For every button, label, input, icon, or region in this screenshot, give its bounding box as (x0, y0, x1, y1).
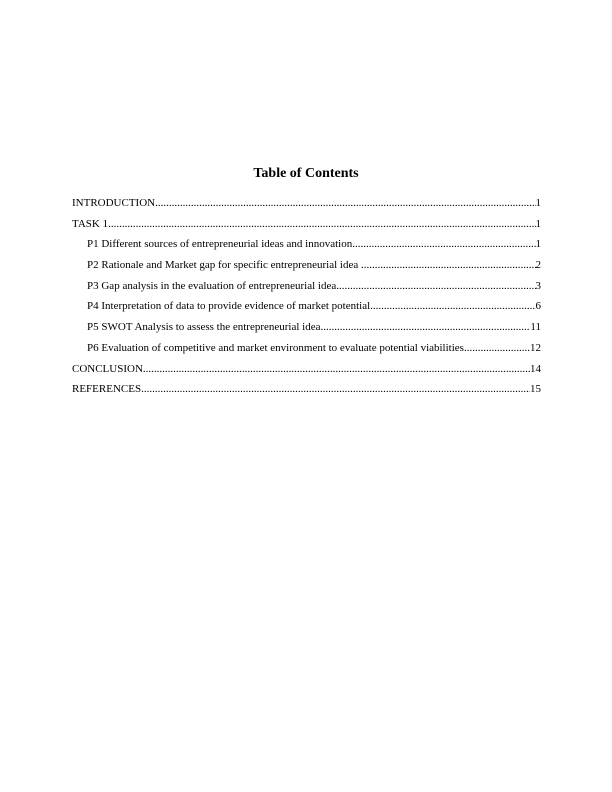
toc-page-number: 6 (535, 300, 541, 313)
toc-entry-text: REFERENCES (72, 383, 142, 396)
toc-entry-p2[interactable] (72, 258, 541, 279)
toc-entry-p4[interactable] (72, 299, 541, 320)
toc-dot-leader (370, 299, 535, 313)
toc-entry-p1[interactable] (72, 237, 541, 258)
toc-entry-task-1[interactable] (72, 217, 541, 238)
toc-list (72, 196, 541, 403)
toc-dot-leader (143, 362, 530, 376)
toc-dot-leader (155, 196, 535, 210)
toc-page-number: 11 (530, 321, 541, 334)
toc-title: Table of Contents (253, 166, 359, 181)
toc-dot-leader (352, 237, 535, 251)
toc-page-number: 14 (530, 362, 541, 375)
toc-dot-leader (321, 320, 531, 334)
toc-entry-text: CONCLUSION (72, 362, 143, 375)
toc-entry-introduction[interactable] (72, 196, 541, 217)
toc-page-number: 3 (535, 279, 541, 292)
toc-dot-leader (464, 341, 530, 355)
toc-page-number: 1 (535, 238, 541, 251)
toc-dot-leader (141, 382, 530, 396)
toc-entry-text: TASK 1 (72, 217, 109, 230)
toc-entry-conclusion[interactable] (72, 362, 541, 383)
toc-entry-text: P2 Rationale and Market gap for specific entrepreneurial idea (87, 259, 361, 272)
toc-entry-p5[interactable] (72, 320, 541, 341)
toc-page-number: 2 (535, 259, 541, 272)
toc-entry-p3[interactable] (72, 279, 541, 300)
toc-entry-text: P5 SWOT Analysis to assess the entrepreneurial idea (87, 321, 321, 334)
toc-page-number: 12 (530, 341, 541, 354)
toc-page-number: 1 (535, 197, 541, 209)
toc-entry-text: P1 Different sources of entrepreneurial ideas and innovation (87, 238, 353, 251)
toc-dot-leader (108, 217, 535, 231)
toc-entry-text: P3 Gap analysis in the evaluation of entrepreneurial idea (87, 279, 337, 292)
toc-entry-text: INTRODUCTION (72, 197, 156, 209)
toc-dot-leader (361, 258, 536, 272)
toc-entry-text: P6 Evaluation of competitive and market environment to evaluate potential viabilities (87, 341, 464, 354)
toc-page-number: 1 (535, 217, 541, 230)
toc-entry-p6[interactable] (72, 341, 541, 362)
toc-dot-leader (336, 279, 535, 293)
toc-entry-text: P4 Interpretation of data to provide evidence of market potential (87, 300, 371, 313)
toc-entry-references[interactable] (72, 382, 541, 403)
toc-page-number: 15 (530, 383, 541, 396)
